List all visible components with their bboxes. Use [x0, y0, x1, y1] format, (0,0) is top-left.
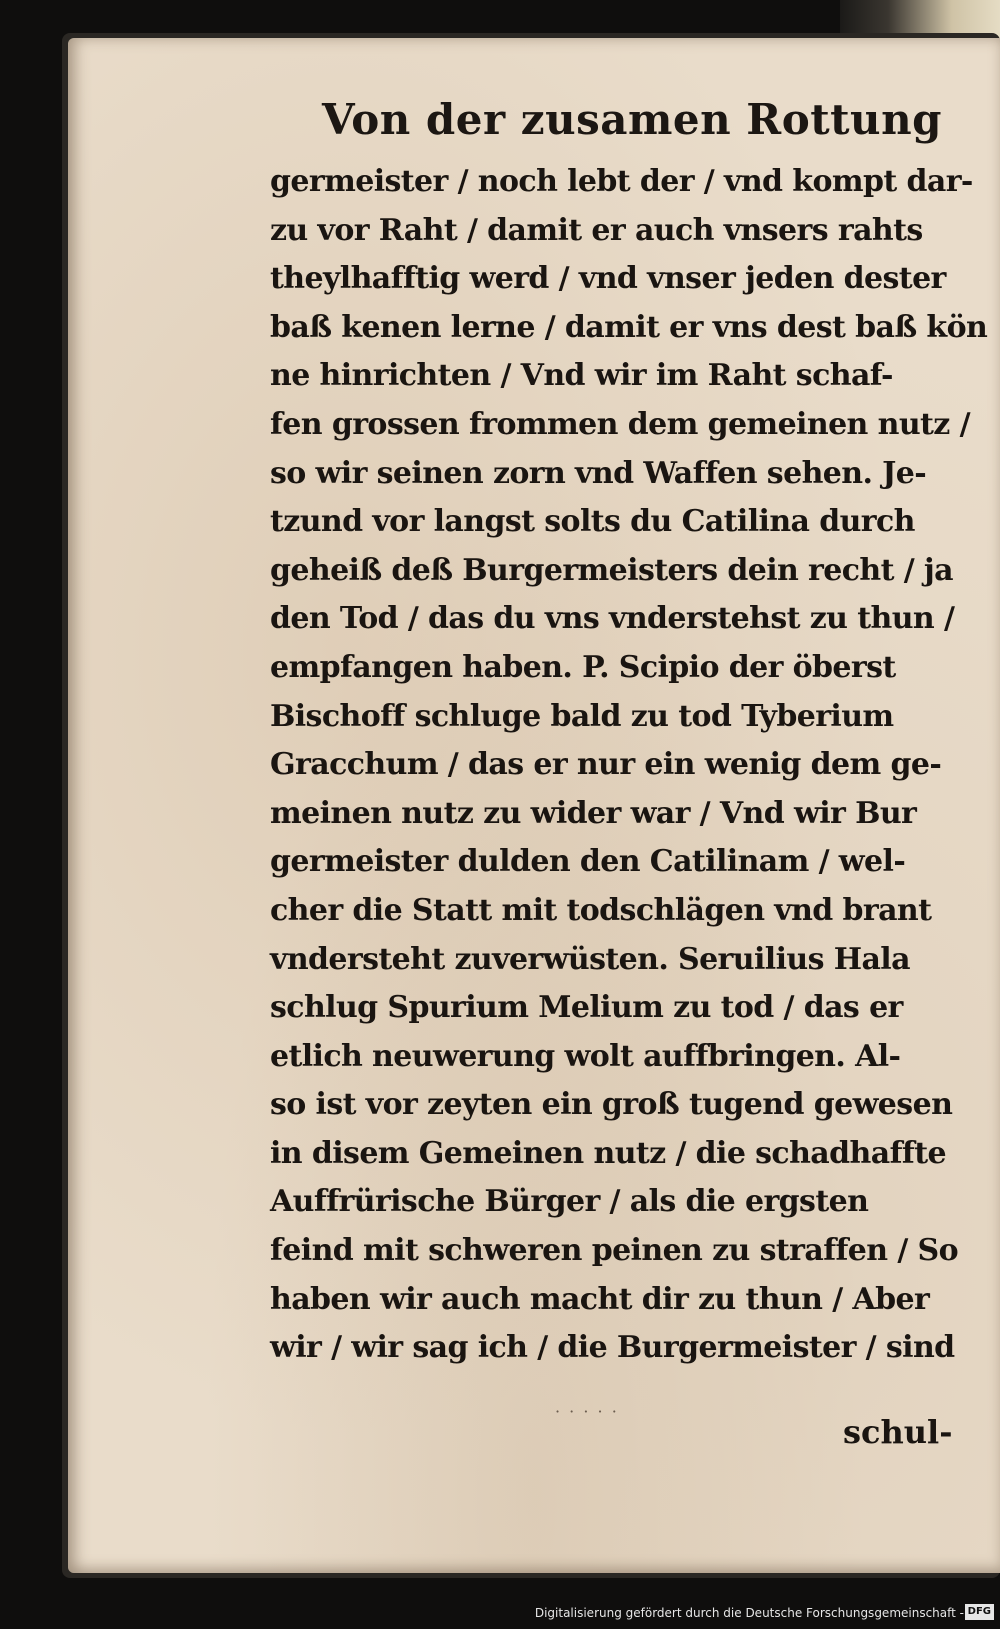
- body-text: [270, 158, 988, 1373]
- printer-ornament: · · · · ·: [555, 1402, 619, 1421]
- text-line: germeister / noch lebt der / vnd kompt dar-: [270, 164, 973, 199]
- text-line: den Tod / das du vns vnderstehst zu thun /: [270, 601, 955, 637]
- text-line: wir / wir sag ich / die Burgermeister / sind: [270, 1330, 955, 1366]
- text-line: so wir seinen zorn vnd Waffen sehen. Je-: [270, 455, 927, 491]
- text-line: empfangen haben. P. Scipio der öberst: [270, 649, 896, 685]
- text-line: in disem Gemeinen nutz / die schadhaffte: [270, 1135, 946, 1171]
- digitization-credit: Digitalisierung gefördert durch die Deutsche Forschungsgemeinschaft -: [534, 1606, 964, 1620]
- text-line: fen grossen frommen dem gemeinen nutz /: [270, 406, 970, 442]
- text-line: ne hinrichten / Vnd wir im Raht schaf-: [270, 358, 893, 394]
- footer-bar: [0, 1600, 1000, 1629]
- text-line: zu vor Raht / damit er auch vnsers rahts: [270, 212, 923, 248]
- dfg-logo: DFG: [965, 1604, 994, 1620]
- text-line: baß kenen lerne / damit er vns dest baß kön: [270, 309, 988, 345]
- text-line: vndersteht zuverwüsten. Seruilius Hala: [270, 941, 910, 977]
- text-line: etlich neuwerung wolt auffbringen. Al-: [270, 1038, 901, 1074]
- text-line: geheiß deß Burgermeisters dein recht / ja: [270, 552, 954, 588]
- text-line: feind mit schweren peinen zu straffen / So: [270, 1233, 959, 1269]
- running-head: Von der zusamen Rottung: [322, 95, 942, 144]
- text-line: germeister dulden den Catilinam / wel-: [270, 844, 906, 880]
- text-line: Auffrürische Bürger / als die ergsten: [270, 1184, 869, 1220]
- catchword: schul-: [843, 1413, 953, 1451]
- text-line: meinen nutz zu wider war / Vnd wir Bur: [270, 795, 917, 831]
- text-line: so ist vor zeyten ein groß tugend gewesen: [270, 1087, 953, 1123]
- text-line: tzund vor langst solts du Catilina durch: [270, 504, 915, 540]
- text-line: Bischoff schluge bald zu tod Tyberium: [270, 698, 894, 734]
- text-line: theylhafftig werd / vnd vnser jeden dester: [270, 261, 946, 297]
- text-line: Gracchum / das er nur ein wenig dem ge-: [270, 747, 942, 783]
- text-line: cher die Statt mit todschlägen vnd brant: [270, 892, 932, 928]
- text-line: schlug Spurium Melium zu tod / das er: [270, 990, 903, 1026]
- text-line: haben wir auch macht dir zu thun / Aber: [270, 1281, 930, 1317]
